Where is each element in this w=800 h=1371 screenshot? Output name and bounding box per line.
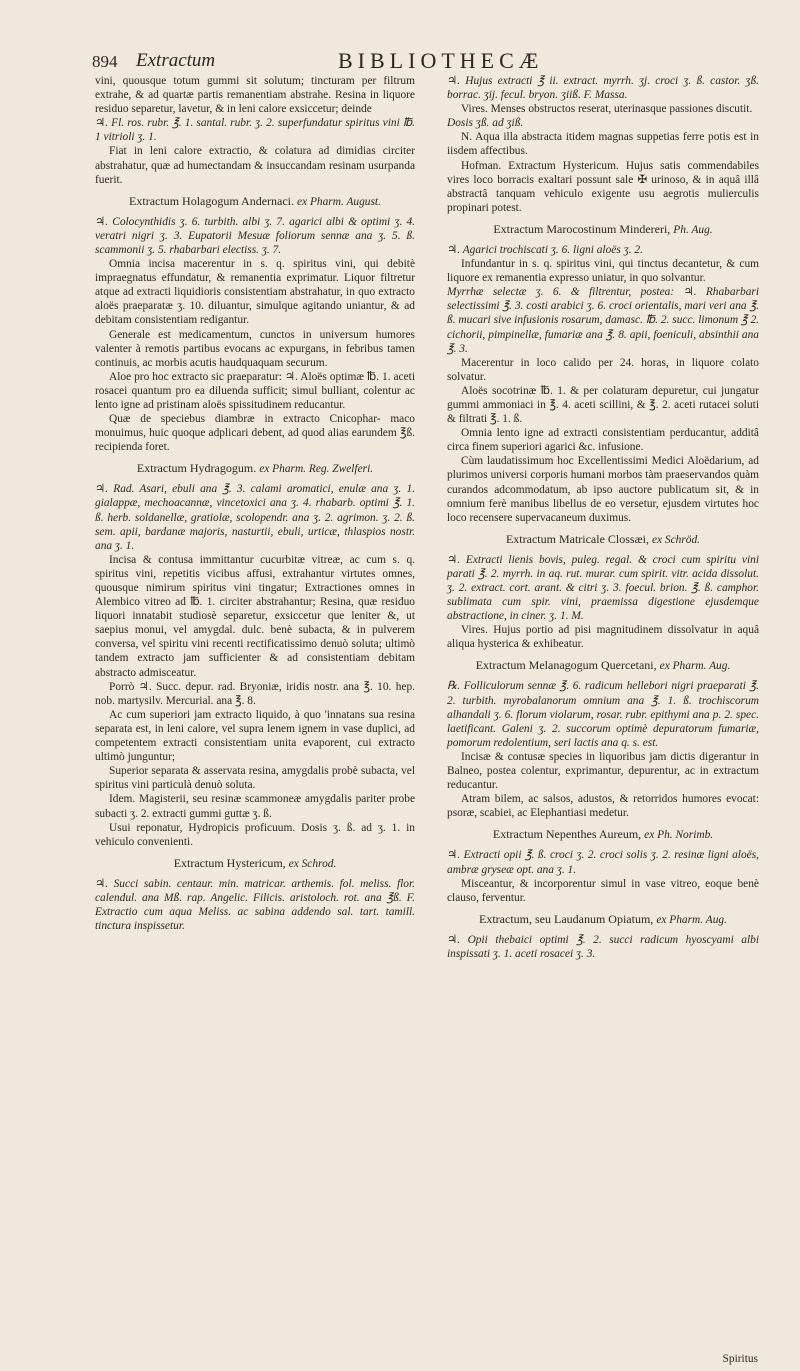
- recipe: ♃. Fl. ros. rubr. ℥. 1. santal. rubr. ʒ. 2. superfundatur spiritus vini ℔. 1 vitrioli ʒ. 1.: [95, 117, 415, 144]
- paragraph: Macerentur in loco calido per 24. horas, in liquore colato solvatur.: [447, 356, 759, 383]
- recipe: ♃. Extracti opii ℥. ß. croci ʒ. 2. croci solis ʒ. 2. resinæ ligni aloës, ambræ gryseæ opt. ana ʒ. 1.: [447, 849, 759, 876]
- right-column: [447, 74, 759, 961]
- recipe: Myrrhæ selectæ ʒ. 6. & filtrentur, postea: ♃. Rhabarbari selectissimi ℥. 3. costi arabici ʒ. 6. croci orientalis, mari veri ana ℥. ß. mucari sive infusionis rosarum, damasc. ℔. 2. succ. limonum ℥ 2. cichorii, pimpinellæ, fumariæ ana ℥. 8. apii, foeniculi, absinthii ana ℥. 3.: [447, 286, 759, 355]
- paragraph: Superior separata & asservata resina, amygdalis probè subacta, vel spiritus vini particulà denuò soluta.: [95, 765, 415, 792]
- recipe: ♃. Agarici trochiscati ʒ. 6. ligni aloës ʒ. 2.: [447, 243, 643, 256]
- page-header: [92, 50, 757, 76]
- running-head: BIBLIOTHECÆ: [338, 48, 544, 73]
- paragraph: vini, quousque totum gummi sit solutum; tincturam per filtrum extrahe, & ad quartæ partis remanentiam abstrahe. Resina in liquore residuo separetur, lavetur, & in leni calore exsiccetur; deinde: [95, 75, 415, 116]
- paragraph: Quæ de speciebus diambræ in extracto Cnicophar- maco monuimus, huic quoque adplicari debent, ad quod alias earundem ℥ß. recipienda foret.: [95, 413, 415, 454]
- recipe: ♃. Succi sabin. centaur. min. matricar. arthemis. fol. meliss. flor. calendul. ana Mß. rap. Angelic. Filicis. aristoloch. rot. ana ℥ß. F. Extractio cum aqua Meliss. ac sabina addendo sal. tart. tamill. tinctura inspissetur.: [95, 877, 415, 933]
- running-title: Extractum: [136, 50, 216, 71]
- paragraph: Hofman. Extractum Hystericum. Hujus satis commendabiles vires loco borracis exaltari possunt sale ✠ urinoso, & in aquâ illâ abstractâ tanquam vehiculo exigente usu aegrotis mulierculis propinari potest.: [447, 159, 759, 214]
- paragraph: Omnia incisa macerentur in s. q. spiritus vini, qui debitè impraegnatus effundatur, & remanentia exprimatur. Liquor filtretur atque ad extracti liquidioris consistentiam abstrahatur, in quo extracto aloës praeparatæ ʒ. 10. diluantur, simulque agitando uniantur, & ad debitam consistentiam redigantur.: [95, 258, 415, 327]
- paragraph: Idem. Magisterii, seu resinæ scammoneæ amygdalis pariter probe subacti ʒ. 2. extracti gummi guttæ ʒ. ß.: [95, 793, 415, 820]
- paragraph: Generale est medicamentum, cunctos in universum humores valenter à remotis partibus evocans ac expurgans, in febribus tamen continuis, ac morbis acutis haudquaquam securum.: [95, 328, 415, 369]
- note: N. Aqua illa abstracta itidem magnas suppetias ferre potis est in iisdem affectibus.: [447, 131, 759, 158]
- paragraph: Incisa & contusa immittantur cucurbitæ vitreæ, ac cum s. q. spiritus vini, repetitis vicibus affusi, extrahantur virtutes omnes, quousque nimirum spiritus vini tingatur; Extractiones omnes in Alembico vitreo ad ℔. 1. circiter abstrahantur; Resina, quæ residuo liquori innatabit studiosè separetur, exsiccetur que leniter &, ut saepius monui, vel amygdal. dulc. benè subacta, & in pulverem conversa, vel spiritu vini recenti rectificatissimo denuò soluta; ultimò tandem extracto jam sufficienter & ad consistentiam debitam abstracto admisceatur.: [95, 553, 415, 679]
- paragraph: Usui reponatur, Hydropicis proficuum. Dosis ʒ. ß. ad ʒ. 1. in vehiculo convenienti.: [95, 821, 415, 848]
- section-heading: Extractum Hydragogum. ex Pharm. Reg. Zwelferi.: [136, 461, 374, 476]
- paragraph: Incisæ & contusæ species in liquoribus jam dictis digerantur in Balneo, postea colentur, exprimantur, depurentur, ac in extractum reducantur.: [447, 750, 759, 792]
- paragraph: Porrò ♃. Succ. depur. rad. Bryoniæ, iridis nostr. ana ℥. 10. hep. nob. martysilv. Mercurial. ana ℥. 8.: [95, 680, 415, 707]
- page-number: 894: [92, 52, 118, 71]
- recipe: ♃. Opii thebaici optimi ℥. 2. succi radicum hyoscyami albi inspissati ʒ. 1. aceti rosacei ʒ. 3.: [447, 933, 759, 960]
- paragraph: Cùm laudatissimum hoc Excellentissimi Medici Aloëdarium, ad plurimos universi corporis humani morbos tàm praeservandos quàm curandos adcommodatum, ab ipso auctore publicatum sit, & in omnium ferè manibus libellus de eo versetur, ejusdem virtutes hoc loco recensere supervacaneum duximus.: [447, 455, 759, 524]
- section-heading: Extractum Nepenthes Aureum, ex Ph. Norimb.: [492, 827, 714, 842]
- paragraph: Aloe pro hoc extracto sic praeparatur: ♃. Aloës optimæ ℔. 1. aceti rosacei quantum pro ea diluenda sufficit; simul bulliant, colentur ac lento igne ad pristinam aloës spissitudinem reducantur.: [95, 370, 415, 411]
- paragraph: Omnia lento igne ad extracti consistentiam perducantur, additâ circa finem superiori agarici &c. infusione.: [447, 427, 759, 454]
- section-heading: Extractum, seu Laudanum Opiatum, ex Pharm. Aug.: [479, 911, 727, 926]
- paragraph: Misceantur, & incorporentur simul in vase vitreo, eoque benè clauso, ferventur.: [447, 877, 759, 904]
- paragraph: Vires. Menses obstructos reserat, uterinasque passiones discutit.: [461, 103, 753, 116]
- recipe: ♃. Extracti lienis bovis, puleg. regal. & croci cum spiritu vini parati ℥. 2. myrrh. in aq. rut. murar. cum spirit. vitr. acida dissolut. ʒ. 2. extract. cort. arant. & citri ʒ. 3. foecul. brion. ℥. ß. camphor. sublimata cum spir. vini, praemissa digestione ejusdemque abstractione, in ciner. ʒ. 1. M.: [447, 553, 759, 623]
- paragraph: Infundantur in s. q. spiritus vini, qui tinctus decantetur, & cum liquore ex remanentia expresso uniatur, in quo solvantur.: [447, 258, 759, 285]
- section-heading: Extractum Hystericum, ex Schrod.: [173, 855, 337, 870]
- paragraph: Ac cum superiori jam extracto liquido, à quo 'innatans sua resina separata est, in leni calore, vel supra lenem ignem in vase duplici, ad competentem extracti consistentiam unita evaporent, cui extracto ultimò junguntur;: [95, 708, 415, 764]
- catchword: Spiritus: [722, 1353, 758, 1365]
- recipe: ♃. Colocynthidis ʒ. 6. turbith. albi ʒ. 7. agarici albi & optimi ʒ. 4. veratri nigri ʒ. 3. Eupatorii Mesuæ foliorum sennæ ana ʒ. 5. ß. scammonii ʒ. 5. rhabarbari electiss. ʒ. 7.: [95, 215, 415, 256]
- left-column: [95, 74, 415, 933]
- section-heading: Extractum Holagogum Andernaci. ex Pharm. August.: [129, 193, 381, 208]
- section-heading: Extractum Matricale Clossæi, ex Schröd.: [505, 531, 701, 546]
- dosage: Dosis ʒß. ad ʒiß.: [447, 117, 524, 130]
- section-heading: Extractum Melanagogum Quercetani, ex Pharm. Aug.: [475, 658, 731, 673]
- recipe: ℞. Folliculorum sennæ ℥. 6. radicum hellebori nigri praeparati ℥. 2. turbith. myrobalanorum omnium ana ℥. 1. ß. trochiscorum alhandali ʒ. 6. florum violarum, rosar. rubr. epithymi ana p. 2. spec. laetificant. Galeni ʒ. 2. succorum optimè depuratorum fumariæ, pomorum redolentium, seri lactis ana q. s. est.: [447, 680, 759, 749]
- recipe: ♃. Rad. Asari, ebuli ana ℥. 3. calami aromatici, enulæ ana ʒ. 1. gialappæ, mechoacannæ, vincetoxici ana ʒ. 4. rhabarb. optimi ℥. 1. ß. herb. soldanellæ, gratiolæ, scolopendr. ana ʒ. 2. agrimon. ʒ. 2. ß. sem. apii, bardanæ majoris, nasturtii, ebuli, urticæ, thlaspios nostr. ana ʒ. 1.: [95, 483, 415, 552]
- paragraph: Vires. Hujus portio ad pisi magnitudinem dissolvatur in aquâ aliqua hysterica & exhibeatur.: [447, 624, 759, 651]
- paragraph: Atram bilem, ac salsos, adustos, & retorridos humores evocat: psoræ, scabiei, ac Elephantiasi medetur.: [447, 793, 759, 820]
- paragraph: Fiat in leni calore extractio, & colatura ad dimidias circiter abstrahatur, quæ ad humectandam & insuccandam resinam usurpanda fuerit.: [95, 145, 415, 186]
- paragraph: Aloës socotrinæ ℔. 1. & per colaturam depuretur, cui jungatur gummi ammoniaci in ℥. 4. aceti scillini, & ℥. 2. aceti rutacei soluti & filtrati ℥. 1. ß.: [447, 384, 759, 426]
- section-heading: Extractum Marocostinum Mindereri, Ph. Aug.: [493, 221, 713, 236]
- recipe: ♃. Hujus extracti ℥ ii. extract. myrrh. ʒj. croci ʒ. ß. castor. ʒß. borrac. ʒij. fecul. bryon. ʒiiß. F. Massa.: [447, 75, 759, 102]
